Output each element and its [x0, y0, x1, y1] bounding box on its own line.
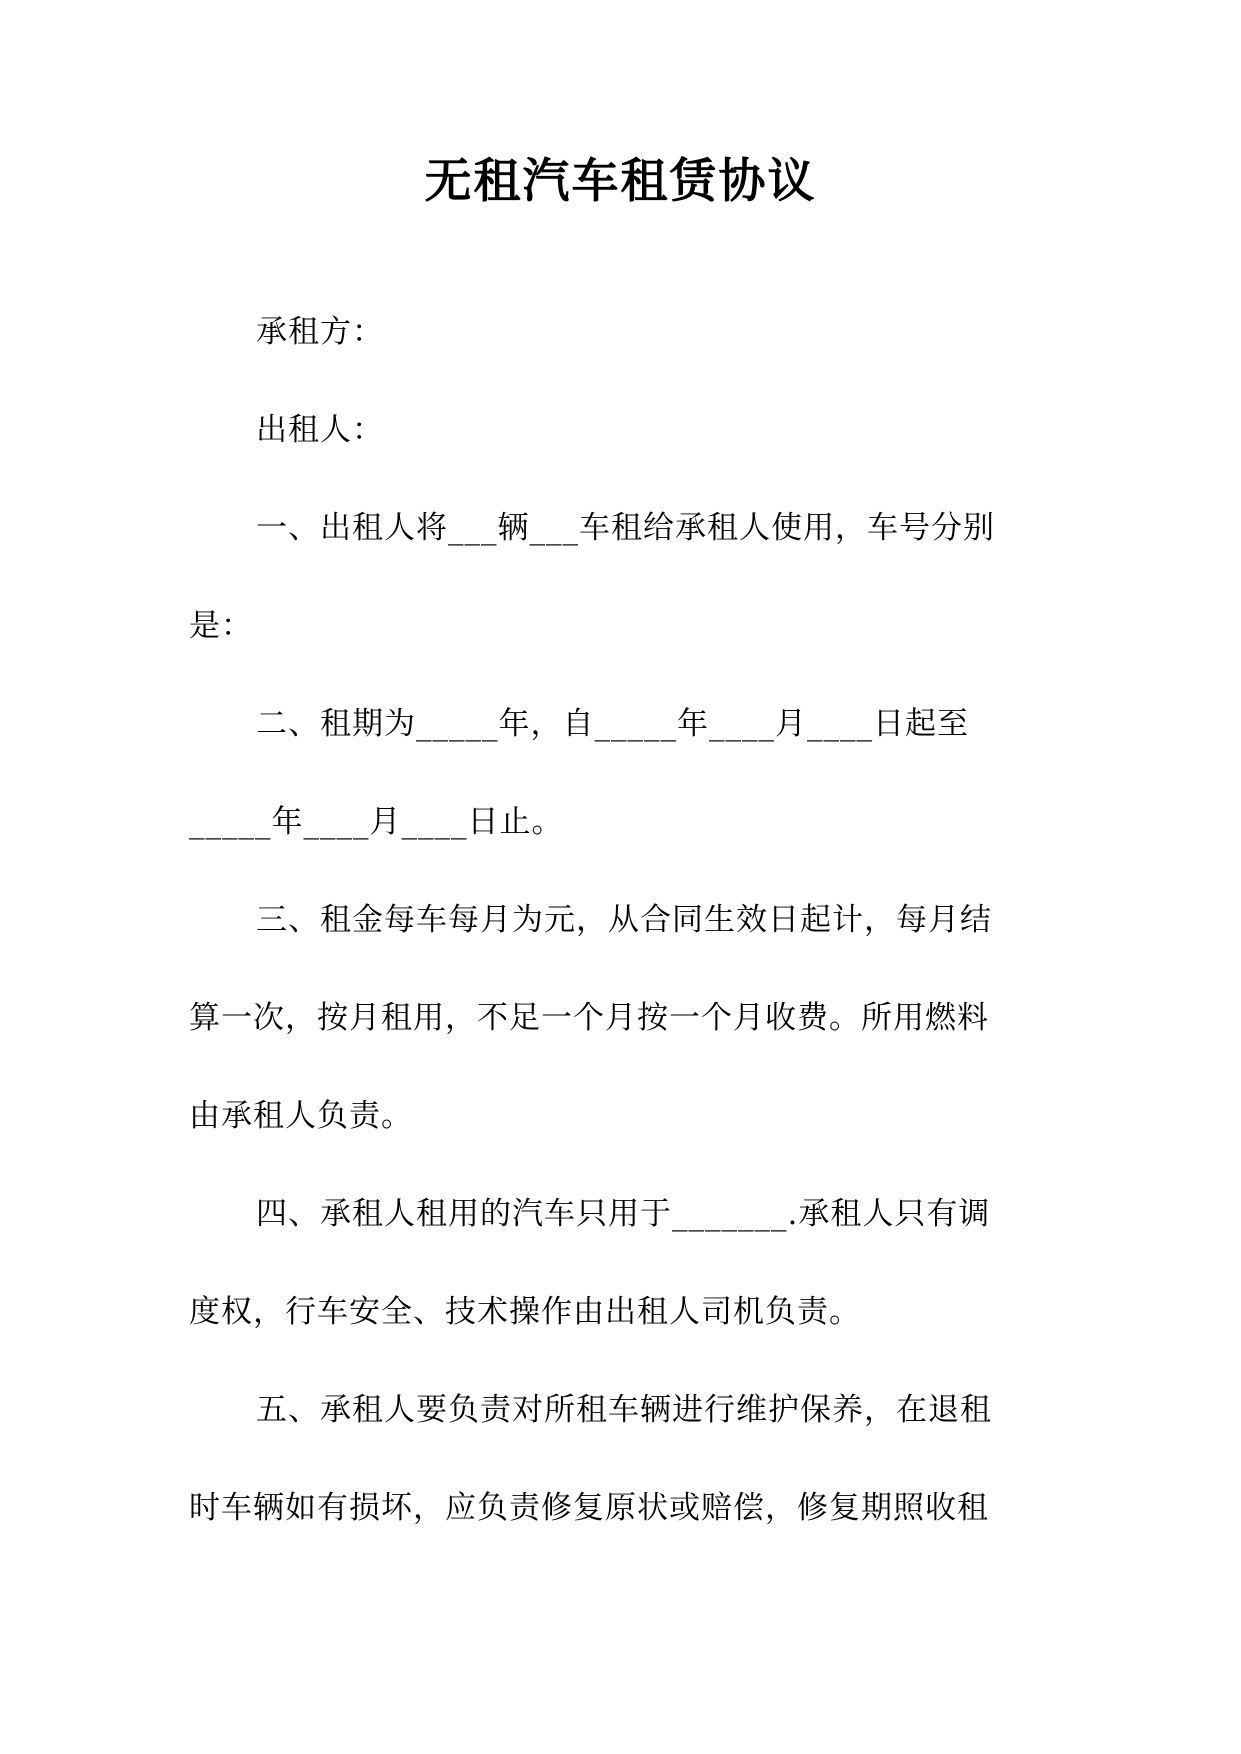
clause-2-line-1: 二、租期为_____年，自_____年____月____日起至 — [256, 706, 969, 742]
clause-3-line-3: 由承租人负责。 — [189, 1098, 413, 1134]
clause-1-line-2: 是： — [189, 608, 253, 644]
document-title: 无租汽车租赁协议 — [424, 154, 817, 209]
clause-1-line-1: 一、出租人将___辆___车租给承租人使用，车号分别 — [256, 510, 995, 546]
lessee-line: 承租方： — [256, 314, 384, 350]
lessor-line: 出租人： — [256, 412, 384, 448]
clause-4-line-1: 四、承租人租用的汽车只用于_______.承租人只有调 — [256, 1196, 991, 1232]
clause-3-line-1: 三、租金每车每月为元，从合同生效日起计，每月结 — [256, 902, 992, 938]
clause-2-line-2: _____年____月____日止。 — [189, 804, 564, 840]
clause-4-line-2: 度权，行车安全、技术操作由出租人司机负责。 — [189, 1294, 861, 1330]
clause-5-line-2: 时车辆如有损坏，应负责修复原状或赔偿，修复期照收租 — [189, 1490, 989, 1526]
clause-5-line-1: 五、承租人要负责对所租车辆进行维护保养，在退租 — [256, 1392, 992, 1428]
clause-3-line-2: 算一次，按月租用，不足一个月按一个月收费。所用燃料 — [189, 1000, 989, 1036]
